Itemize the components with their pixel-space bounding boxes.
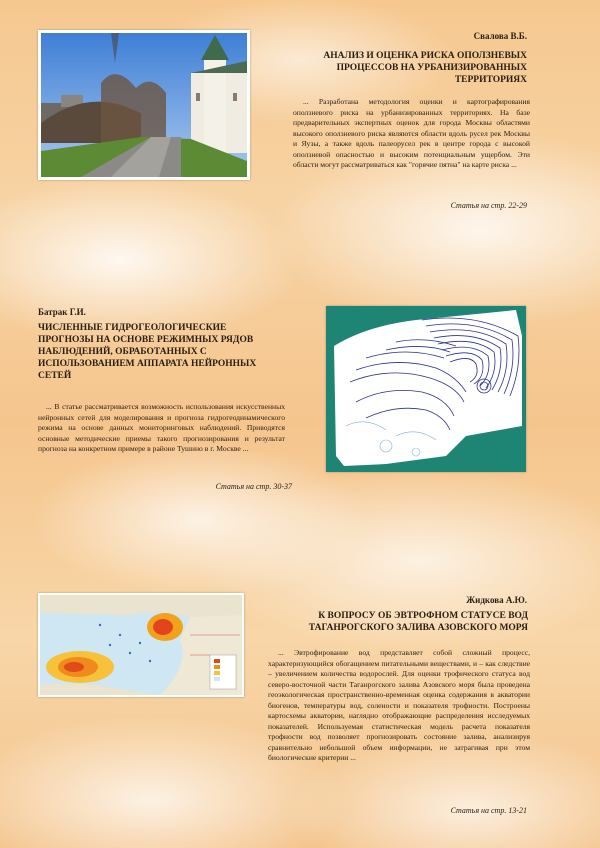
article-1-title: АНАЛИЗ И ОЦЕНКА РИСКА ОПОЛЗНЕВЫХ ПРОЦЕССОВ НА УРБАНИЗИРОВАННЫХ ТЕРРИТОРИЯХ [323,51,527,85]
article-2-text: ... В статье рассматривается возможность использования искусственных нейронных сетей для моделирования и прогноза гидрогеодинамического режима на основе данных мониторинговых наблюдений. Приводятся основные методические приемы такого прогнозирования и результат прогноза на конкретном примере в районе Тушино в г. Москве ... [38,402,285,453]
article-1-ref: Статья на стр. 22-29 [450,201,527,210]
article-1-author: Свалова В.Б. [473,31,527,41]
article-2-figure [326,306,526,472]
article-3-title: К ВОПРОСУ ОБ ЭВТРОФНОМ СТАТУСЕ ВОД ТАГАНРОГСКОГО ЗАЛИВА АЗОВСКОГО МОРЯ [308,611,528,633]
article-1-text: ... Разработана методология оценки и картографирования оползневого риска на урбанизированных территориях. На базе предварительных экспертных оценок для города Москвы областями высокого оползневого риска являются области вдоль русел рек Москвы и Яузы, а также вдоль палеорусел рек в центре города с высокой оползневой опасностью и высоким потенциальным ущербом. Эти области могут рассматриваться как "горячие пятна" на карте риска ... [293,97,530,169]
article-3-figure [38,593,244,697]
article-2-title: ЧИСЛЕННЫЕ ГИДРОГЕОЛОГИЧЕСКИЕ ПРОГНОЗЫ НА ОСНОВЕ РЕЖИМНЫХ РЯДОВ НАБЛЮДЕНИЙ, ОБРАБОТАННЫХ С ИСПОЛЬЗОВАНИЕМ АППАРАТА НЕЙРОННЫХ СЕТЕЙ [38,323,257,381]
article-2-ref: Статья на стр. 30-37 [215,482,292,491]
article-3-ref: Статья на стр. 13-21 [450,806,527,815]
bay-map-image [40,595,242,695]
article-3-author: Жидкова А.Ю. [466,595,527,605]
article-3-text: ... Эвтрофирование вод представляет собой сложный процесс, характеризующийся обогащением питательными веществами, и – как следствие – увеличением количества водорослей. Для оценки трофического статуса вод северо-восточной части Таганрогского залива Азовского моря была проведена геоэкологическая пространственно-временная оценка содержания в акватории биогенов, температуры вод, солености и показателя трофности. Построены картосхемы акватории, наглядно отображающие распределения исследуемых показателей. Используемая статистическая модель расчета показателя трофности вод позволяет прогнозировать состояние залива, анализируя сравнительно небольшой объем информации, не затрагивая при этом биологические критерии ... [268,648,530,762]
contour-map-image [326,306,526,472]
article-2-author: Батрак Г.И. [38,307,86,317]
article-1-photo [38,30,250,180]
kremlin-wall-photo-image [41,33,247,177]
